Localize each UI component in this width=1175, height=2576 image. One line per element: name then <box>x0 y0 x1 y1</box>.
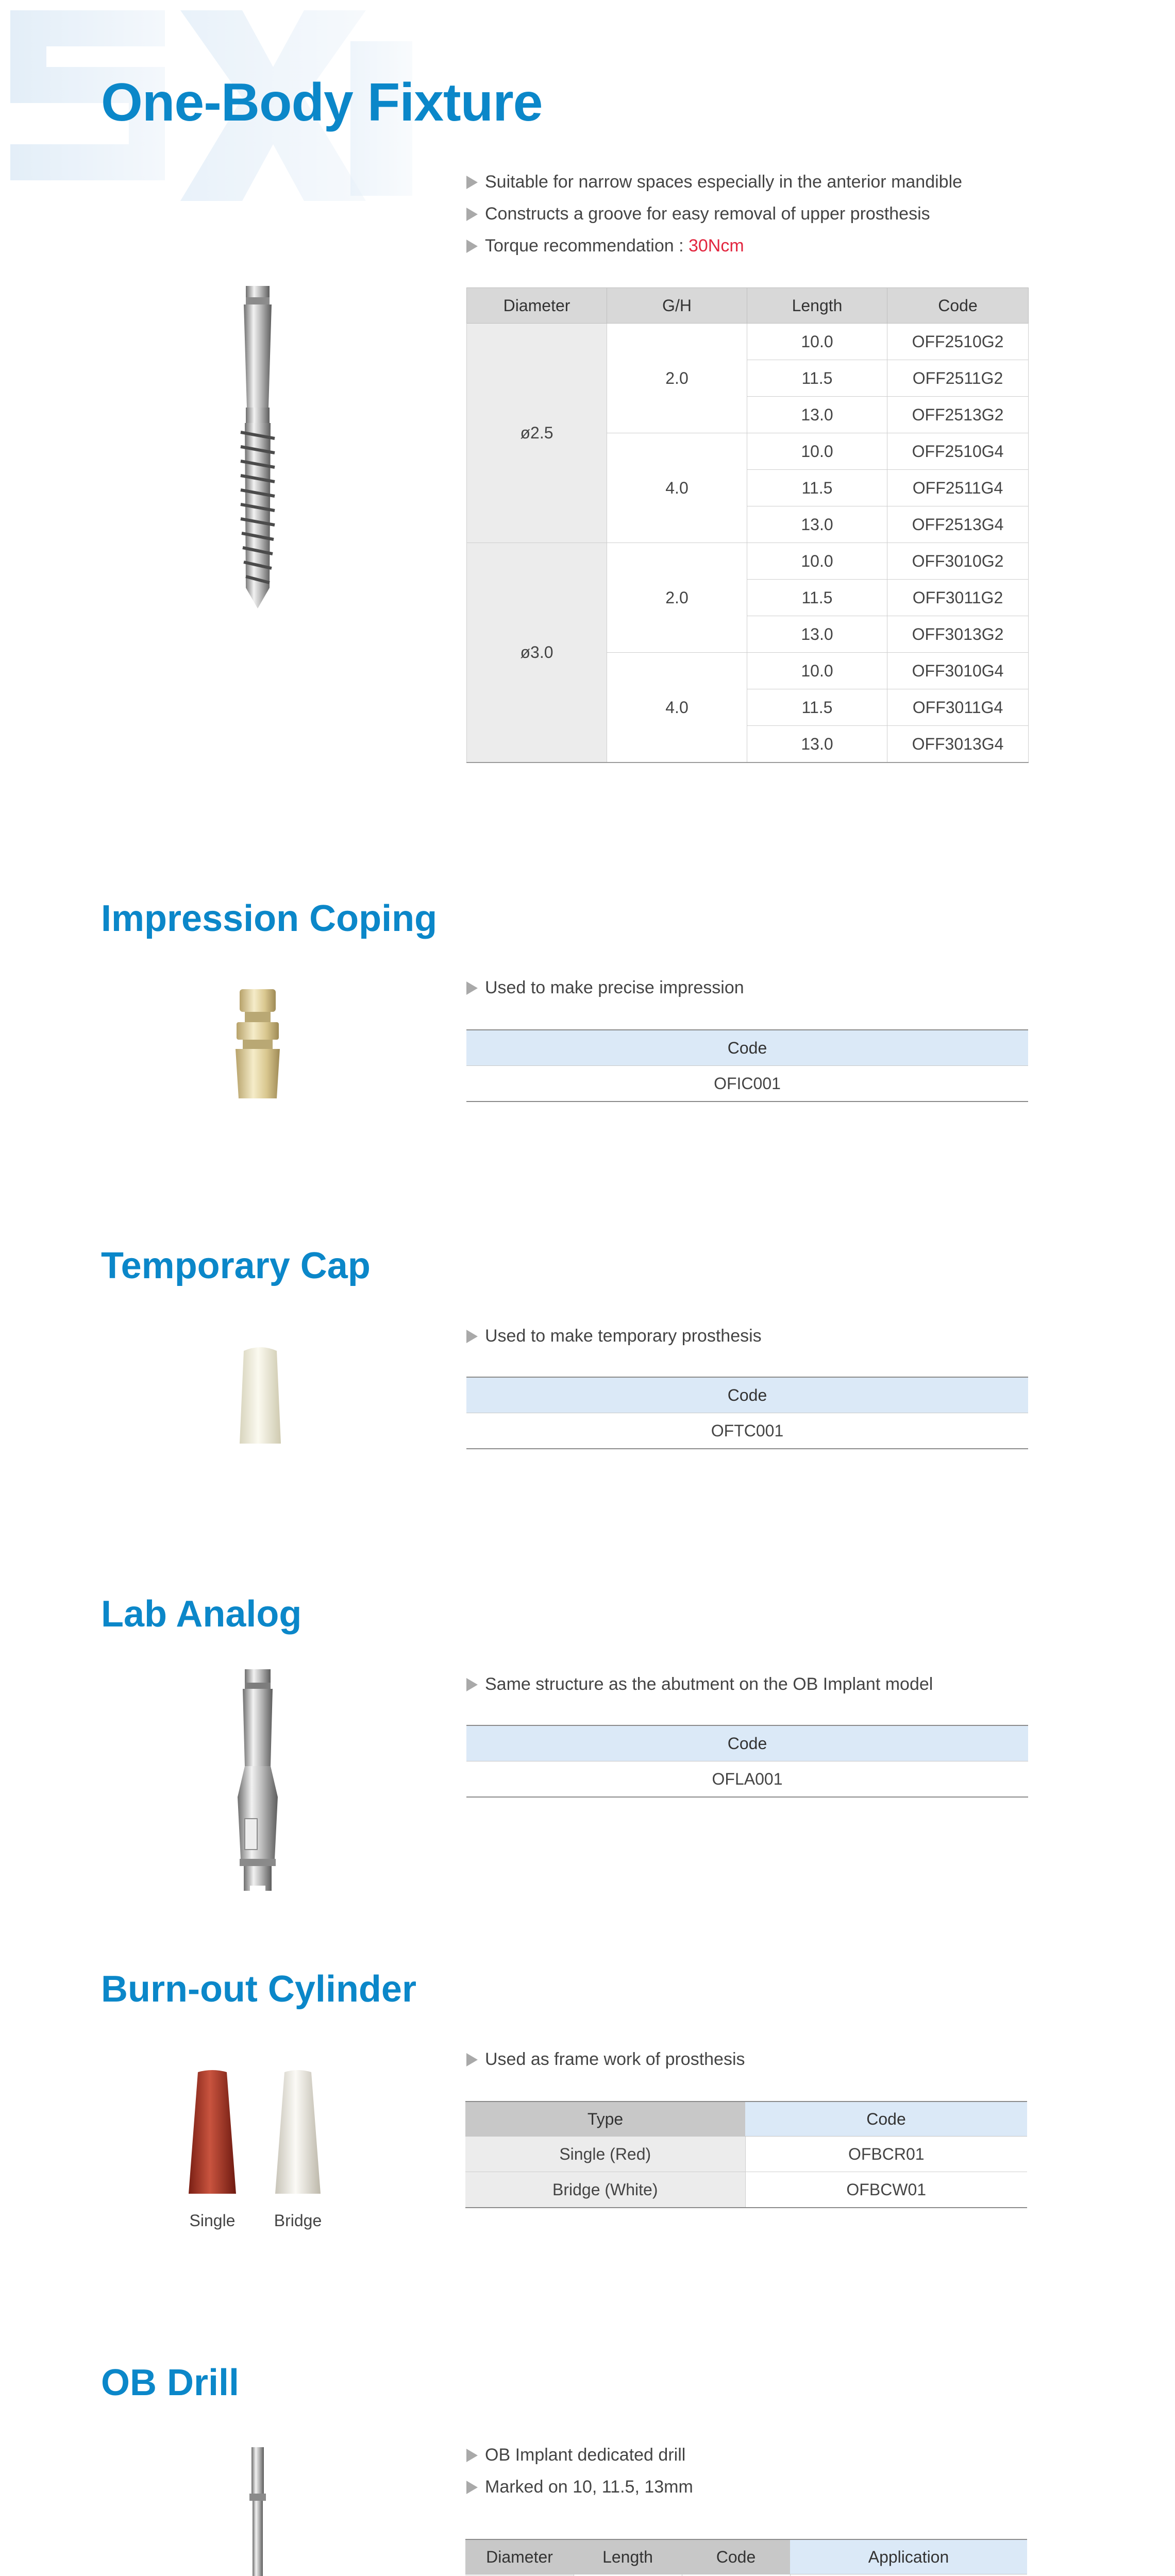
drill-bullets <box>466 2439 693 2503</box>
column-header: G/H <box>607 288 747 324</box>
triangle-bullet-icon <box>466 240 478 253</box>
impression-code-table <box>466 1029 1028 1102</box>
code-cell: OFF2511G4 <box>887 470 1029 506</box>
table-row <box>465 2172 1027 2208</box>
table-row <box>465 2137 1027 2172</box>
diameter-cell <box>465 2574 574 2576</box>
lab-analog-image <box>229 1669 286 1896</box>
triangle-bullet-icon <box>466 2481 478 2494</box>
lab-code-table <box>466 1725 1028 1798</box>
column-header: Application <box>790 2539 1027 2574</box>
length-cell: 10.0 <box>747 433 887 470</box>
code-cell <box>682 2574 790 2576</box>
code-cell: OFBCW01 <box>745 2172 1027 2208</box>
column-header: Diameter <box>467 288 607 324</box>
code-cell: OFF3013G4 <box>887 726 1029 763</box>
code-cell: OFF3010G2 <box>887 543 1029 580</box>
column-header: Code <box>466 1030 1028 1066</box>
one-body-bullets <box>466 166 962 262</box>
type-cell: Bridge (White) <box>465 2172 745 2208</box>
column-header: Length <box>747 288 887 324</box>
burnout-bridge-label: Bridge <box>274 2211 322 2230</box>
table-header-row <box>465 2102 1027 2137</box>
table-header-row <box>467 288 1029 324</box>
impression-coping-image <box>229 989 286 1103</box>
gh-cell: 2.0 <box>607 543 747 653</box>
length-cell: 11.5 <box>747 360 887 397</box>
triangle-bullet-icon <box>466 176 478 189</box>
code-cell: OFBCR01 <box>745 2137 1027 2172</box>
diameter-cell: ø3.0 <box>467 543 607 763</box>
column-header: Diameter <box>465 2539 574 2574</box>
gh-cell: 4.0 <box>607 653 747 763</box>
temporary-code-table <box>466 1377 1028 1449</box>
column-header: Code <box>466 1725 1028 1761</box>
column-header: Code <box>466 1377 1028 1413</box>
ob-drill-image <box>242 2447 273 2576</box>
column-header: Length <box>574 2539 682 2574</box>
section-title-lab-analog: Lab Analog <box>101 1594 302 1635</box>
length-cell: 13.0 <box>747 726 887 763</box>
gh-cell: 2.0 <box>607 324 747 433</box>
length-cell: 13.0 <box>747 506 887 543</box>
length-cell: 10.0 <box>747 324 887 360</box>
length-cell: 11.5 <box>747 689 887 726</box>
application-cell <box>790 2574 1027 2576</box>
code-cell: OFF2513G2 <box>887 397 1029 433</box>
code-cell: OFF2513G4 <box>887 506 1029 543</box>
impression-bullets <box>466 972 744 1004</box>
burnout-single-red-image <box>187 2070 238 2199</box>
temporary-cap-image <box>234 1346 286 1449</box>
section-title-temporary-cap: Temporary Cap <box>101 1245 371 1286</box>
table-row <box>467 324 1029 360</box>
bullet-item: Suitable for narrow spaces especially in the anterior mandible <box>466 166 962 198</box>
diameter-cell: ø2.5 <box>467 324 607 543</box>
type-cell: Single (Red) <box>465 2137 745 2172</box>
code-cell: OFF3011G2 <box>887 580 1029 616</box>
burnout-bullets <box>466 2043 745 2075</box>
code-cell: OFF3013G2 <box>887 616 1029 653</box>
burnout-bridge-white-image <box>272 2070 324 2199</box>
section-title-burn-out-cylinder: Burn-out Cylinder <box>101 1969 416 2010</box>
table-row <box>467 543 1029 580</box>
triangle-bullet-icon <box>466 2449 478 2462</box>
triangle-bullet-icon <box>466 1330 478 1343</box>
column-header: Code <box>745 2102 1027 2137</box>
length-cell <box>574 2574 682 2576</box>
triangle-bullet-icon <box>466 981 478 995</box>
code-cell: OFIC001 <box>466 1066 1028 1102</box>
bullet-item: Used as frame work of prosthesis <box>466 2043 745 2075</box>
bullet-item: Used to make temporary prosthesis <box>466 1320 762 1352</box>
column-header: Code <box>682 2539 790 2574</box>
burnout-table <box>465 2101 1027 2208</box>
lab-bullets <box>466 1668 933 1700</box>
page-title: One-Body Fixture <box>101 73 543 132</box>
gh-cell: 4.0 <box>607 433 747 543</box>
length-cell: 11.5 <box>747 470 887 506</box>
table-header-row <box>465 2539 1027 2574</box>
triangle-bullet-icon <box>466 2053 478 2066</box>
code-cell: OFF3011G4 <box>887 689 1029 726</box>
code-cell: OFF3010G4 <box>887 653 1029 689</box>
bullet-item: Marked on 10, 11.5, 13mm <box>466 2471 693 2503</box>
one-body-spec-table <box>466 287 1029 763</box>
column-header: Type <box>465 2102 745 2137</box>
temporary-bullets <box>466 1320 762 1352</box>
column-header: Code <box>887 288 1029 324</box>
table-row <box>466 1066 1028 1102</box>
code-cell: OFF2510G2 <box>887 324 1029 360</box>
code-cell: OFF2511G2 <box>887 360 1029 397</box>
section-title-impression-coping: Impression Coping <box>101 898 438 939</box>
code-cell: OFTC001 <box>466 1413 1028 1449</box>
section-title-ob-drill: OB Drill <box>101 2362 240 2403</box>
code-cell: OFLA001 <box>466 1761 1028 1798</box>
bullet-item: Torque recommendation : 30Ncm <box>466 230 962 262</box>
code-cell: OFF2510G4 <box>887 433 1029 470</box>
burnout-single-label: Single <box>189 2211 236 2230</box>
triangle-bullet-icon <box>466 1678 478 1691</box>
table-row <box>466 1413 1028 1449</box>
torque-value: 30Ncm <box>688 236 744 256</box>
table-row <box>465 2574 1027 2576</box>
bullet-item: OB Implant dedicated drill <box>466 2439 693 2471</box>
length-cell: 11.5 <box>747 580 887 616</box>
bullet-item: Used to make precise impression <box>466 972 744 1004</box>
drill-table <box>465 2539 1027 2576</box>
length-cell: 10.0 <box>747 653 887 689</box>
length-cell: 13.0 <box>747 397 887 433</box>
triangle-bullet-icon <box>466 208 478 221</box>
one-body-fixture-image <box>234 286 281 611</box>
bullet-item: Constructs a groove for easy removal of upper prosthesis <box>466 198 962 230</box>
bullet-item: Same structure as the abutment on the OB Implant model <box>466 1668 933 1700</box>
length-cell: 10.0 <box>747 543 887 580</box>
table-row <box>466 1761 1028 1798</box>
length-cell: 13.0 <box>747 616 887 653</box>
